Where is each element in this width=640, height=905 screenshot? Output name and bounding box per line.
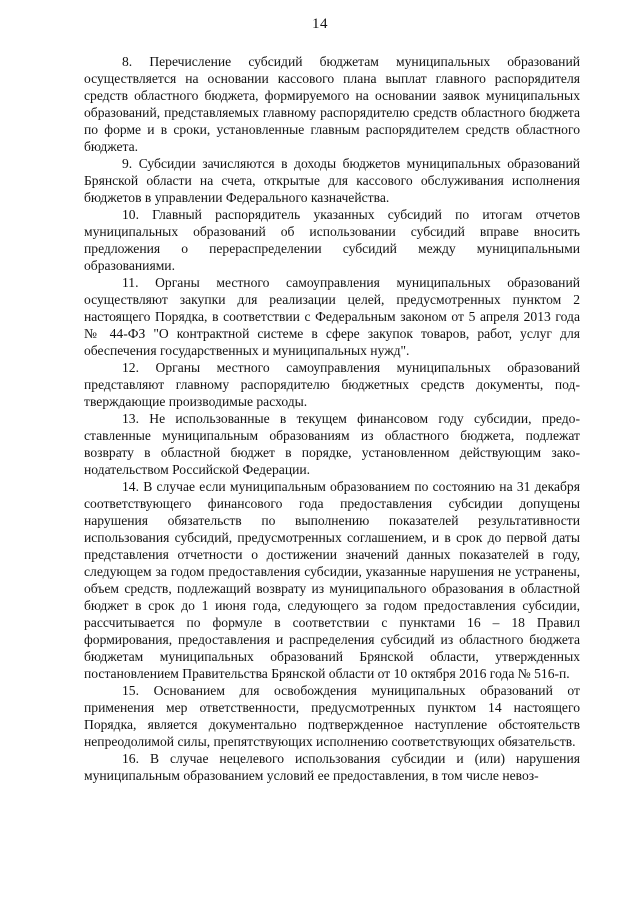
paragraph-9: 9. Субсидии зачисляются в доходы бюджетов муниципальных образований Брянской области на счета, открытые для кассового обслуживания исполнения бюджетов в управлении Федерального казначейства.: [84, 156, 580, 205]
paragraph-8: 8. Перечисление субсидий бюджетам муниципальных образований осуществляется на основании кассового плана выплат главного распорядителя средств областного бюджета, формируемого на основании заявок муниципальных образований, представляемых главному распорядителю средств областного бюджета по форме и в сроки, установленные главным распорядителем средств областного бюджета.: [84, 54, 580, 154]
paragraph-11: 11. Органы местного самоуправления муниципальных образований осуществляют закупки для реализации целей, предусмотренных пунктом 2 настоящего Порядка, в соответствии с Федеральным законом от 5 апреля 2013 года № 44-ФЗ "О контрактной системе в сфере закупок товаров, работ, услуг для обеспечения государственных и муниципальных нужд".: [84, 275, 580, 358]
paragraph-12: 12. Органы местного самоуправления муниципальных образований представляют главному распорядителю бюджетных средств документы, подтверждающие производимые расходы.: [84, 360, 580, 409]
paragraph-10: 10. Главный распорядитель указанных субсидий по итогам отчетов муниципальных образований об использовании субсидий вправе вносить предложения о перераспределении субсидий между муниципальными образованиями.: [84, 207, 580, 273]
paragraph-15: 15. Основанием для освобождения муниципальных образований от применения мер ответственности, предусмотренных пунктом 14 настоящего Порядка, является документально подтвержденное наступление обстоятельств непреодолимой силы, препятствующих исполнению соответствующих обязательств.: [84, 683, 580, 749]
document-body: [84, 53, 580, 784]
paragraph-13: 13. Не использованные в текущем финансовом году субсидии, предоставленные муниципальным образованиям из областного бюджета, подлежат возврату в областной бюджет в порядке, установленном действующим законодательством Российской Федерации.: [84, 411, 580, 477]
page-number: 14: [312, 16, 328, 32]
paragraph-16: 16. В случае нецелевого использования субсидии и (или) нарушения муниципальным образованием условий ее предоставления, в том числе невоз-: [84, 751, 580, 783]
paragraph-14: 14. В случае если муниципальным образованием по состоянию на 31 декабря соответствующего финансового года предоставления субсидии допущены нарушения обязательств по выполнению показателей результативности использования субсидий, предусмотренных соглашением, и в срок до первой даты представления отчетности о достижении значений данных показателей в году, следующем за годом предоставления субсидии, указанные нарушения не устранены, объем средств, подлежащий возврату из муниципального образования в областной бюджет в срок до 1 июня года, следующего за годом предоставления субсидии, рассчитывается по формуле в соответствии с пунктами 16 – 18 Правил формирования, предоставления и распределения субсидий из областного бюджета бюджетам муниципальных образований Брянской области, утвержденных постановлением Правительства Брянской области от 10 октября 2016 года № 516-п.: [84, 479, 580, 681]
